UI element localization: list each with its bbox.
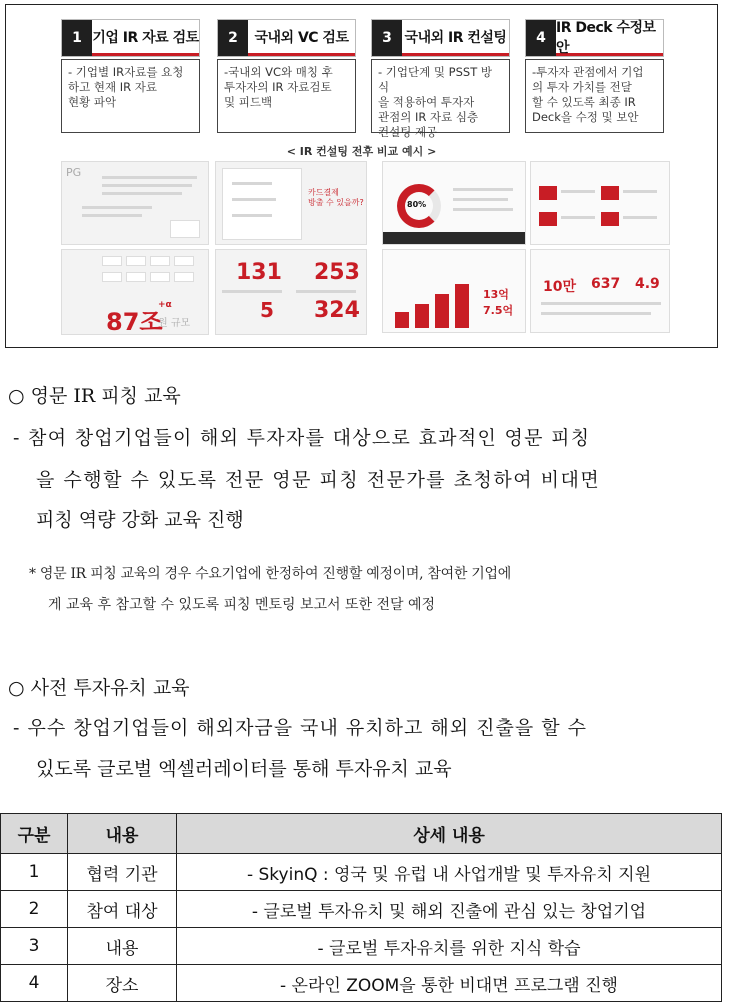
before-slide-1 — [61, 161, 209, 245]
table-cell: 2 — [1, 891, 68, 928]
compare-caption: < IR 컨설팅 전후 비교 예시 > — [286, 145, 437, 158]
footnote-line: 게 교육 후 참고할 수 있도록 피칭 멘토링 보고서 또한 전달 예정 — [48, 597, 436, 613]
step-description: -투자자 관점에서 기업 의 투자 가치를 전달 할 수 있도록 최종 IR Deck을 수정 및 보안 — [525, 59, 664, 133]
after-slide-4 — [530, 249, 670, 333]
after-slide-2 — [530, 161, 670, 245]
before-slide-2 — [215, 161, 367, 245]
table-header-row — [1, 814, 722, 854]
step-description: - 기업단계 및 PSST 방식 을 적용하여 투자자 관점의 IR 자료 심층 컨설팅 제공 — [371, 59, 510, 133]
body-line: 피칭 역량 강화 교육 진행 — [36, 509, 244, 531]
step-number: 2 — [218, 20, 248, 56]
slide-superscript: +α — [158, 300, 172, 310]
body-line: 있도록 글로벌 엑셀러레이터를 통해 투자유치 교육 — [36, 758, 452, 780]
column-header: 구분 — [1, 814, 68, 854]
table-cell: 내용 — [68, 928, 177, 965]
program-table — [0, 813, 722, 1002]
section-heading: ○ 사전 투자유치 교육 — [8, 677, 190, 699]
step-card-3 — [371, 19, 510, 139]
step-title: 국내외 IR 컨설팅 — [402, 20, 509, 56]
table-cell: - 글로벌 투자유치를 위한 지식 학습 — [177, 928, 722, 965]
table-cell: 협력 기관 — [68, 854, 177, 891]
step-title: IR Deck 수정보안 — [556, 20, 663, 56]
slide-question: 카드결제 방출 수 있을까? — [308, 188, 364, 207]
step-number: 1 — [62, 20, 92, 56]
slide-value: 7.5억 — [483, 304, 514, 317]
table-cell: 3 — [1, 928, 68, 965]
body-line: - 우수 창업기업들이 해외자금을 국내 유치하고 해외 진출을 할 수 — [13, 717, 587, 739]
slide-value: 253 — [314, 260, 360, 285]
step-card-2 — [217, 19, 356, 135]
step-description: -국내외 VC와 매칭 후 투자자의 IR 자료검토 및 피드백 — [217, 59, 356, 133]
step-number: 4 — [526, 20, 556, 56]
table-cell: 참여 대상 — [68, 891, 177, 928]
slide-value: 4.9 — [635, 276, 660, 292]
body-line: 을 수행할 수 있도록 전문 영문 피칭 전문가를 초청하여 비대면 — [36, 469, 601, 491]
step-card-1 — [61, 19, 200, 135]
footnote-line: * 영문 IR 피칭 교육의 경우 수요기업에 한정하여 진행할 예정이며, 참여한 기업에 — [29, 566, 511, 582]
slide-value: 324 — [314, 298, 360, 323]
table-row — [1, 965, 722, 1002]
column-header: 내용 — [68, 814, 177, 854]
slide-value: 13억 — [483, 288, 509, 301]
slide-percent: 80% — [407, 200, 427, 209]
step-description: - 기업별 IR자료를 요청 하고 현재 IR 자료 현황 파악 — [61, 59, 200, 133]
slide-value: 131 — [236, 260, 282, 285]
step-number: 3 — [372, 20, 402, 56]
slide-scale: 원 규모 — [158, 318, 191, 329]
slide-value: 10만 — [543, 279, 577, 295]
table-row — [1, 854, 722, 891]
slide-big-number: 87조 — [106, 308, 163, 335]
before-slide-3 — [61, 249, 209, 335]
table-cell: - 글로벌 투자유치 및 해외 진출에 관심 있는 창업기업 — [177, 891, 722, 928]
table-cell: 4 — [1, 965, 68, 1002]
slide-value: 637 — [591, 276, 621, 292]
table-cell: 1 — [1, 854, 68, 891]
before-slide-4 — [215, 249, 367, 335]
table-row — [1, 928, 722, 965]
step-card-4 — [525, 19, 664, 135]
slide-label: PG — [66, 166, 82, 179]
table-cell: - SkyinQ : 영국 및 유럽 내 사업개발 및 투자유치 지원 — [177, 854, 722, 891]
body-line: - 참여 창업기업들이 해외 투자자를 대상으로 효과적인 영문 피칭 — [13, 427, 591, 449]
step-title: 국내외 VC 검토 — [248, 20, 355, 56]
table-cell: 장소 — [68, 965, 177, 1002]
after-slide-1 — [382, 161, 526, 245]
section-heading: ○ 영문 IR 피칭 교육 — [8, 385, 181, 407]
table-cell: - 온라인 ZOOM을 통한 비대면 프로그램 진행 — [177, 965, 722, 1002]
slide-value: 5 — [260, 298, 274, 322]
process-figure — [5, 4, 718, 348]
step-title: 기업 IR 자료 검토 — [92, 20, 199, 56]
column-header: 상세 내용 — [177, 814, 722, 854]
after-slide-3 — [382, 249, 526, 333]
table-row — [1, 891, 722, 928]
